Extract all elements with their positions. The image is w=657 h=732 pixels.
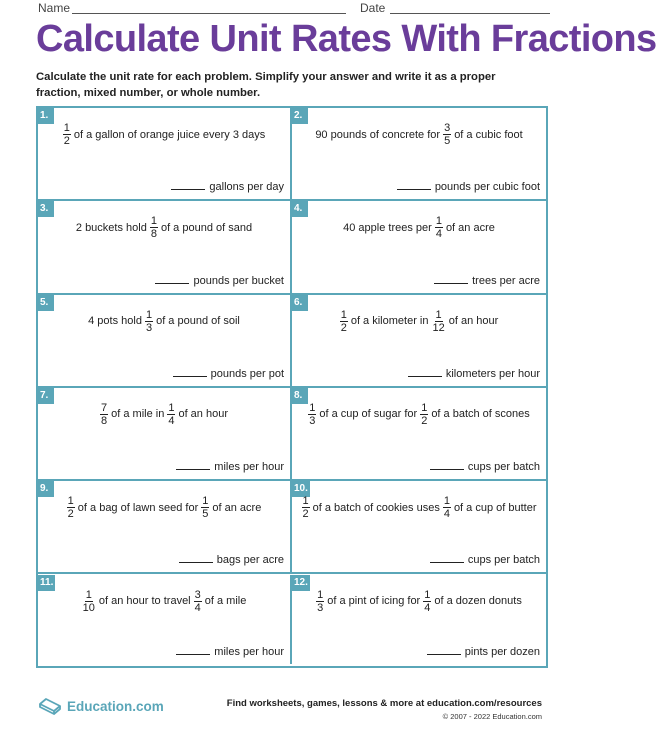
fraction-numerator: 1 bbox=[309, 401, 316, 414]
problem-phrase: of a pound of soil bbox=[156, 315, 240, 328]
problem-text bbox=[292, 402, 546, 427]
problem-number: 8. bbox=[292, 388, 308, 404]
fraction-numerator: 1 bbox=[443, 495, 450, 508]
copyright: © 2007 - 2022 Education.com bbox=[442, 712, 542, 721]
problem-text bbox=[292, 589, 546, 614]
fraction-numerator: 1 bbox=[424, 588, 431, 601]
fraction bbox=[340, 309, 348, 334]
answer-blank[interactable] bbox=[171, 180, 205, 190]
problem-cell bbox=[292, 295, 546, 388]
fraction-denominator: 2 bbox=[340, 321, 347, 334]
problem-text bbox=[292, 122, 546, 147]
answer-unit: miles per hour bbox=[214, 461, 284, 474]
fraction-denominator: 3 bbox=[317, 601, 324, 614]
problem-phrase: of a pound of sand bbox=[160, 221, 253, 234]
answer-blank[interactable] bbox=[155, 274, 189, 284]
problem-phrase: of a batch of scones bbox=[431, 408, 530, 421]
problem-phrase: of a kilometer in bbox=[350, 315, 429, 328]
problem-cell bbox=[292, 201, 546, 294]
fraction-numerator: 1 bbox=[67, 495, 74, 508]
answer-blank[interactable] bbox=[179, 553, 213, 563]
fraction bbox=[443, 122, 451, 147]
problem-cell bbox=[292, 388, 546, 481]
fraction bbox=[435, 215, 443, 240]
problem-phrase: of a cup of butter bbox=[453, 501, 537, 514]
fraction bbox=[420, 402, 428, 427]
instructions: Calculate the unit rate for each problem. Simplify your answer and write it as a proper fraction, mixed number, or whole number. bbox=[36, 71, 496, 99]
answer-blank[interactable] bbox=[173, 367, 207, 377]
fraction-denominator: 8 bbox=[101, 414, 108, 427]
problem-cell bbox=[38, 388, 292, 481]
fraction-denominator: 12 bbox=[432, 321, 445, 334]
answer-blank[interactable] bbox=[430, 553, 464, 563]
answer-unit: pounds per bucket bbox=[193, 274, 284, 287]
problem-phrase: 4 pots hold bbox=[88, 315, 142, 328]
answer-line bbox=[434, 274, 540, 287]
problem-number: 5. bbox=[38, 295, 54, 311]
fraction-numerator: 3 bbox=[444, 122, 451, 134]
answer-line bbox=[430, 553, 540, 566]
fraction-numerator: 1 bbox=[85, 588, 92, 601]
problem-text bbox=[38, 122, 290, 147]
answer-line bbox=[179, 553, 284, 566]
name-label: Name bbox=[38, 1, 71, 15]
problem-number: 3. bbox=[38, 201, 54, 217]
problem-phrase: of an hour bbox=[178, 408, 228, 421]
problem-text bbox=[38, 309, 290, 334]
answer-blank[interactable] bbox=[427, 645, 461, 655]
problem-text bbox=[292, 309, 546, 334]
problem-phrase: of a batch of cookies uses bbox=[312, 501, 440, 514]
fraction-denominator: 4 bbox=[424, 601, 431, 614]
problem-text bbox=[38, 589, 290, 614]
answer-blank[interactable] bbox=[397, 180, 431, 190]
fraction-denominator: 4 bbox=[435, 228, 442, 241]
fraction-denominator: 4 bbox=[443, 508, 450, 521]
problem-phrase: of a cup of sugar for bbox=[319, 408, 418, 421]
footer-link-text: Find worksheets, games, lessons & more at education.com/resources bbox=[226, 698, 542, 709]
fraction-numerator: 1 bbox=[435, 308, 442, 321]
answer-line bbox=[430, 460, 540, 473]
fraction-numerator: 1 bbox=[168, 401, 175, 414]
answer-line bbox=[427, 645, 540, 658]
fraction bbox=[443, 495, 451, 520]
fraction-denominator: 2 bbox=[302, 508, 309, 521]
fraction bbox=[145, 309, 153, 334]
fraction bbox=[308, 402, 316, 427]
fraction-denominator: 5 bbox=[202, 508, 209, 521]
problem-text bbox=[38, 402, 290, 427]
problem-phrase: of an hour to travel bbox=[98, 595, 191, 607]
fraction-denominator: 3 bbox=[309, 414, 316, 427]
fraction-numerator: 1 bbox=[145, 308, 153, 321]
problem-number: 6. bbox=[292, 295, 308, 311]
fraction bbox=[316, 589, 324, 614]
problem-phrase: of a gallon of orange juice every 3 days bbox=[73, 128, 266, 141]
logo-text: Education.com bbox=[67, 698, 164, 714]
fraction-denominator: 2 bbox=[421, 414, 428, 427]
problem-phrase: of a dozen donuts bbox=[434, 595, 522, 607]
date-label: Date bbox=[360, 1, 386, 15]
answer-line bbox=[171, 180, 284, 193]
answer-unit: pints per dozen bbox=[464, 645, 540, 658]
problem-text bbox=[292, 495, 546, 520]
problem-number: 7. bbox=[38, 388, 54, 404]
answer-unit: gallons per day bbox=[209, 181, 284, 194]
fraction-numerator: 1 bbox=[63, 122, 70, 134]
answer-unit: kilometers per hour bbox=[445, 367, 540, 380]
fraction bbox=[150, 215, 158, 240]
fraction-numerator: 1 bbox=[421, 401, 428, 414]
problem-grid bbox=[36, 106, 548, 668]
answer-unit: trees per acre bbox=[472, 274, 540, 287]
problem-phrase: 90 pounds of concrete for bbox=[315, 128, 441, 141]
answer-unit: bags per acre bbox=[216, 554, 284, 567]
fraction bbox=[63, 122, 71, 147]
fraction-numerator: 1 bbox=[340, 308, 347, 321]
answer-unit: cups per batch bbox=[467, 461, 540, 474]
problem-cell bbox=[292, 481, 546, 574]
date-line bbox=[390, 13, 550, 14]
answer-blank[interactable] bbox=[434, 274, 468, 284]
problem-cell bbox=[292, 575, 546, 664]
problem-cell bbox=[38, 108, 292, 201]
problem-phrase: of a mile in bbox=[111, 408, 165, 421]
answer-blank[interactable] bbox=[176, 460, 210, 470]
education-logo-icon bbox=[38, 696, 64, 716]
answer-blank[interactable] bbox=[408, 367, 442, 377]
problem-phrase: of a cubic foot bbox=[454, 128, 523, 141]
problem-number: 2. bbox=[292, 108, 308, 124]
answer-line bbox=[155, 274, 284, 287]
fraction bbox=[201, 495, 209, 520]
problem-text bbox=[38, 215, 290, 240]
problem-cell bbox=[38, 481, 292, 574]
answer-unit: miles per hour bbox=[214, 645, 284, 658]
answer-line bbox=[176, 460, 284, 473]
fraction-numerator: 1 bbox=[302, 495, 309, 508]
fraction-denominator: 2 bbox=[63, 135, 70, 147]
fraction-denominator: 2 bbox=[67, 508, 74, 521]
fraction bbox=[423, 589, 431, 614]
problem-phrase: of a pint of icing for bbox=[327, 595, 421, 607]
problem-phrase: of a bag of lawn seed for bbox=[77, 501, 199, 514]
fraction-numerator: 1 bbox=[317, 588, 324, 601]
fraction-denominator: 4 bbox=[168, 414, 175, 427]
problem-number: 10. bbox=[292, 481, 310, 497]
fraction-numerator: 1 bbox=[202, 495, 209, 508]
fraction-numerator: 1 bbox=[435, 215, 442, 228]
fraction bbox=[431, 309, 445, 334]
answer-unit: pounds per cubic foot bbox=[434, 181, 540, 194]
fraction-numerator: 7 bbox=[101, 401, 108, 414]
problem-text bbox=[292, 215, 546, 240]
fraction-numerator: 3 bbox=[194, 588, 201, 601]
answer-line bbox=[173, 367, 284, 380]
answer-line bbox=[397, 180, 540, 193]
fraction-denominator: 10 bbox=[82, 601, 95, 614]
answer-unit: pounds per pot bbox=[210, 367, 284, 380]
fraction bbox=[67, 495, 75, 520]
problem-cell bbox=[292, 108, 546, 201]
name-line bbox=[72, 13, 346, 14]
problem-number: 1. bbox=[38, 108, 54, 124]
problem-phrase: of an acre bbox=[212, 501, 262, 514]
answer-blank[interactable] bbox=[430, 460, 464, 470]
problem-phrase: of an hour bbox=[448, 315, 499, 328]
answer-blank[interactable] bbox=[176, 645, 210, 655]
problem-cell bbox=[38, 201, 292, 294]
problem-phrase: of an acre bbox=[445, 221, 495, 234]
fraction bbox=[167, 402, 175, 427]
page-title: Calculate Unit Rates With Fractions bbox=[36, 18, 657, 60]
problem-phrase: of a mile bbox=[204, 595, 247, 607]
problem-cell bbox=[38, 295, 292, 388]
fraction-denominator: 8 bbox=[150, 228, 157, 241]
fraction bbox=[302, 495, 310, 520]
fraction-denominator: 4 bbox=[194, 601, 201, 614]
problem-cell bbox=[38, 575, 292, 664]
fraction bbox=[194, 589, 202, 614]
problem-text bbox=[38, 495, 290, 520]
problem-number: 9. bbox=[38, 481, 54, 497]
answer-unit: cups per batch bbox=[467, 554, 540, 567]
problem-phrase: 2 buckets hold bbox=[75, 221, 147, 234]
fraction-denominator: 5 bbox=[444, 135, 451, 147]
answer-line bbox=[176, 645, 284, 658]
fraction bbox=[100, 402, 108, 427]
fraction-denominator: 3 bbox=[145, 321, 153, 334]
education-logo bbox=[38, 696, 164, 716]
problem-number: 11. bbox=[38, 575, 55, 591]
answer-line bbox=[408, 367, 540, 380]
problem-phrase: 40 apple trees per bbox=[343, 221, 432, 234]
problem-number: 12. bbox=[292, 575, 310, 591]
fraction-numerator: 1 bbox=[150, 215, 157, 228]
name-date-header bbox=[38, 0, 550, 16]
fraction bbox=[82, 589, 96, 614]
problem-number: 4. bbox=[292, 201, 308, 217]
